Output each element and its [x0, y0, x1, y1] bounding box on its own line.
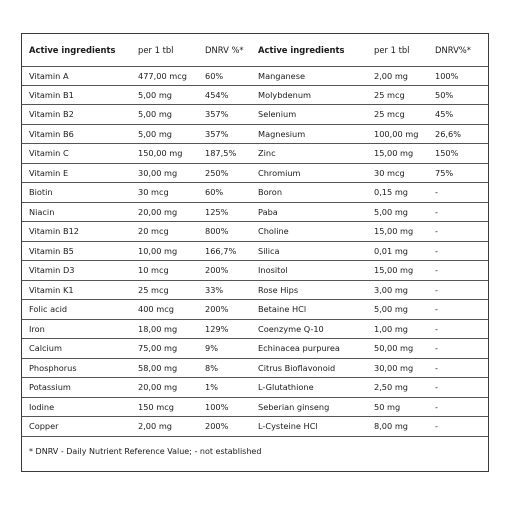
ingredient-left: Iron — [29, 323, 45, 334]
dnrv-left: 200% — [205, 304, 229, 315]
footnote: * DNRV - Daily Nutrient Reference Value; - not established — [29, 447, 262, 456]
amount-left: 20,00 mg — [138, 206, 178, 217]
ingredient-right: Paba — [258, 206, 278, 217]
dnrv-left: 60% — [205, 187, 224, 198]
amount-right: 8,00 mg — [374, 421, 409, 432]
ingredient-right: Seberian ginseng — [258, 401, 330, 412]
dnrv-right: 75% — [435, 167, 454, 178]
dnrv-right: - — [435, 265, 438, 276]
amount-left: 2,00 mg — [138, 421, 173, 432]
ingredient-right: Molybdenum — [258, 89, 311, 100]
amount-left: 150 mcg — [138, 401, 174, 412]
table-row — [22, 359, 488, 379]
ingredient-right: L-Glutathione — [258, 382, 314, 393]
table-row — [22, 164, 488, 184]
amount-left: 5,00 mg — [138, 128, 173, 139]
dnrv-right: - — [435, 421, 438, 432]
amount-left: 477,00 mcg — [138, 70, 187, 81]
ingredient-left: Vitamin B1 — [29, 89, 74, 100]
dnrv-right: 100% — [435, 70, 459, 81]
header-active-ingredients-right: Active ingredients — [258, 45, 345, 55]
ingredient-right: L-Cysteine HCl — [258, 421, 318, 432]
ingredient-right: Silica — [258, 245, 280, 256]
dnrv-left: 9% — [205, 343, 218, 354]
amount-right: 2,00 mg — [374, 70, 409, 81]
dnrv-right: - — [435, 226, 438, 237]
dnrv-left: 100% — [205, 401, 229, 412]
ingredient-left: Vitamin K1 — [29, 284, 74, 295]
ingredient-left: Vitamin A — [29, 70, 69, 81]
ingredient-left: Potassium — [29, 382, 71, 393]
table-row — [22, 398, 488, 418]
ingredient-right: Zinc — [258, 148, 276, 159]
dnrv-left: 129% — [205, 323, 229, 334]
amount-right: 15,00 mg — [374, 265, 414, 276]
dnrv-left: 200% — [205, 265, 229, 276]
table-row — [22, 66, 488, 86]
dnrv-right: - — [435, 401, 438, 412]
amount-right: 1,00 mg — [374, 323, 409, 334]
ingredient-left: Phosphorus — [29, 362, 77, 373]
amount-right: 5,00 mg — [374, 304, 409, 315]
ingredient-left: Vitamin B12 — [29, 226, 80, 237]
dnrv-left: 60% — [205, 70, 224, 81]
amount-right: 50 mg — [374, 401, 401, 412]
ingredient-left: Copper — [29, 421, 59, 432]
amount-left: 10 mcg — [138, 265, 169, 276]
table-row — [22, 125, 488, 145]
table-header — [22, 34, 488, 66]
amount-right: 25 mcg — [374, 109, 405, 120]
amount-left: 20,00 mg — [138, 382, 178, 393]
dnrv-left: 187,5% — [205, 148, 237, 159]
table-row — [22, 222, 488, 242]
ingredient-right: Rose Hips — [258, 284, 299, 295]
ingredient-left: Niacin — [29, 206, 55, 217]
dnrv-right: - — [435, 187, 438, 198]
header-dnrv-right: DNRV%* — [435, 45, 471, 55]
ingredient-right: Betaine HCl — [258, 304, 307, 315]
ingredient-right: Coenzyme Q-10 — [258, 323, 324, 334]
dnrv-right: 26,6% — [435, 128, 462, 139]
ingredient-left: Iodine — [29, 401, 55, 412]
table-row — [22, 300, 488, 320]
dnrv-left: 1% — [205, 382, 218, 393]
amount-left: 30,00 mg — [138, 167, 178, 178]
ingredient-right: Boron — [258, 187, 283, 198]
amount-right: 30 mcg — [374, 167, 405, 178]
amount-left: 75,00 mg — [138, 343, 178, 354]
ingredient-right: Selenium — [258, 109, 297, 120]
table-row — [22, 86, 488, 106]
table-row — [22, 417, 488, 437]
amount-left: 400 mcg — [138, 304, 174, 315]
dnrv-left: 250% — [205, 167, 229, 178]
amount-right: 100,00 mg — [374, 128, 419, 139]
dnrv-left: 8% — [205, 362, 218, 373]
table-row — [22, 203, 488, 223]
header-active-ingredients-left: Active ingredients — [29, 45, 116, 55]
table-row — [22, 281, 488, 301]
amount-right: 30,00 mg — [374, 362, 414, 373]
dnrv-right: 150% — [435, 148, 459, 159]
dnrv-left: 800% — [205, 226, 229, 237]
dnrv-right: - — [435, 245, 438, 256]
header-per-tbl-right: per 1 tbl — [374, 45, 410, 55]
ingredient-right: Inositol — [258, 265, 288, 276]
ingredient-left: Vitamin B5 — [29, 245, 74, 256]
dnrv-right: - — [435, 206, 438, 217]
header-per-tbl-left: per 1 tbl — [138, 45, 174, 55]
amount-right: 50,00 mg — [374, 343, 414, 354]
dnrv-left: 454% — [205, 89, 229, 100]
table-row — [22, 183, 488, 203]
dnrv-right: 45% — [435, 109, 454, 120]
nutrition-table — [21, 33, 489, 472]
amount-left: 20 mcg — [138, 226, 169, 237]
amount-right: 15,00 mg — [374, 226, 414, 237]
amount-left: 5,00 mg — [138, 89, 173, 100]
dnrv-right: - — [435, 382, 438, 393]
amount-right: 0,15 mg — [374, 187, 409, 198]
amount-right: 15,00 mg — [374, 148, 414, 159]
table-row — [22, 320, 488, 340]
dnrv-left: 125% — [205, 206, 229, 217]
ingredient-left: Vitamin B2 — [29, 109, 74, 120]
ingredient-right: Echinacea purpurea — [258, 343, 340, 354]
ingredient-right: Choline — [258, 226, 289, 237]
amount-left: 5,00 mg — [138, 109, 173, 120]
dnrv-left: 33% — [205, 284, 224, 295]
dnrv-right: - — [435, 362, 438, 373]
ingredient-left: Biotin — [29, 187, 53, 198]
amount-right: 0,01 mg — [374, 245, 409, 256]
amount-left: 18,00 mg — [138, 323, 178, 334]
amount-left: 25 mcg — [138, 284, 169, 295]
amount-right: 3,00 mg — [374, 284, 409, 295]
ingredient-left: Vitamin D3 — [29, 265, 75, 276]
table-row — [22, 378, 488, 398]
amount-left: 10,00 mg — [138, 245, 178, 256]
dnrv-left: 357% — [205, 128, 229, 139]
dnrv-left: 166,7% — [205, 245, 237, 256]
amount-left: 58,00 mg — [138, 362, 178, 373]
ingredient-right: Manganese — [258, 70, 306, 81]
dnrv-right: - — [435, 343, 438, 354]
dnrv-right: - — [435, 304, 438, 315]
dnrv-right: - — [435, 284, 438, 295]
ingredient-left: Folic acid — [29, 304, 68, 315]
amount-right: 2,50 mg — [374, 382, 409, 393]
table-row — [22, 144, 488, 164]
dnrv-left: 200% — [205, 421, 229, 432]
amount-left: 30 mcg — [138, 187, 169, 198]
table-body — [22, 66, 488, 437]
dnrv-right: 50% — [435, 89, 454, 100]
ingredient-left: Vitamin B6 — [29, 128, 74, 139]
ingredient-right: Magnesium — [258, 128, 306, 139]
amount-right: 5,00 mg — [374, 206, 409, 217]
dnrv-right: - — [435, 323, 438, 334]
ingredient-left: Vitamin E — [29, 167, 69, 178]
table-row — [22, 261, 488, 281]
table-row — [22, 105, 488, 125]
table-row — [22, 242, 488, 262]
ingredient-left: Vitamin C — [29, 148, 69, 159]
amount-right: 25 mcg — [374, 89, 405, 100]
table-row — [22, 339, 488, 359]
amount-left: 150,00 mg — [138, 148, 183, 159]
ingredient-right: Citrus Bioflavonoid — [258, 362, 336, 373]
ingredient-left: Calcium — [29, 343, 62, 354]
header-dnrv-left: DNRV %* — [205, 45, 244, 55]
ingredient-right: Chromium — [258, 167, 301, 178]
dnrv-left: 357% — [205, 109, 229, 120]
